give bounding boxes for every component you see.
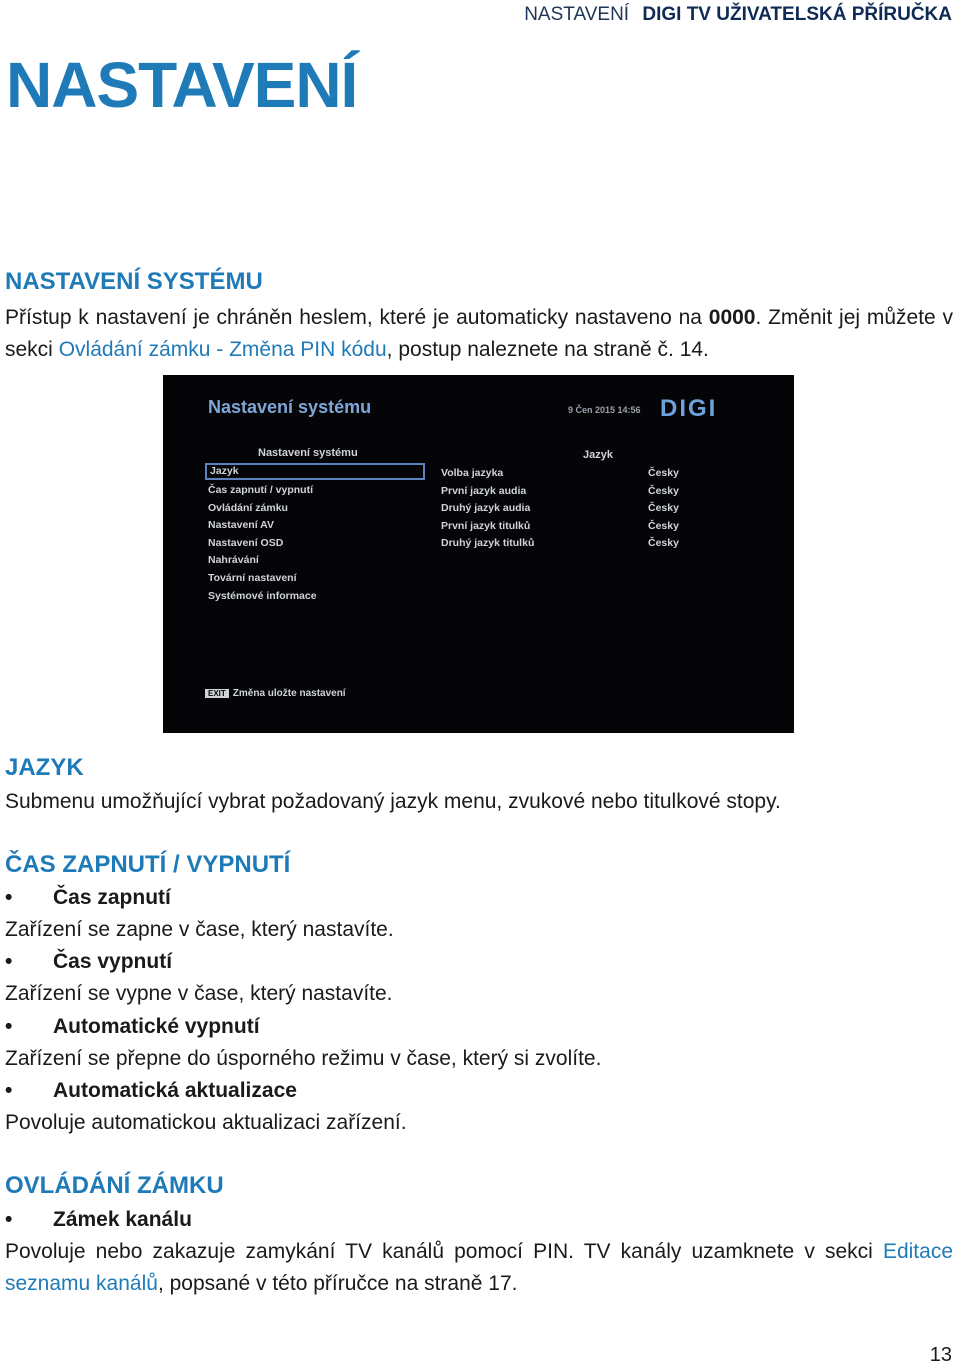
tv-footer [205, 688, 346, 699]
tv-menu-item: Jazyk [205, 463, 425, 480]
tv-value-item: Česky [648, 537, 679, 550]
tv-option-item: Volba jazyka [441, 467, 504, 479]
zamek-paragraph [5, 1236, 953, 1300]
system-intro-paragraph [5, 302, 953, 366]
section-heading-cas: ČAS ZAPNUTÍ / VYPNUTÍ [5, 851, 291, 878]
section-heading-jazyk: JAZYK [5, 754, 84, 781]
bullet-description: Zařízení se vypne v čase, který nastavíte. [5, 982, 393, 1005]
bullet-icon: • [5, 886, 13, 909]
tv-value-item: Česky [648, 519, 679, 532]
tv-values-list [648, 465, 679, 553]
channel-list-edit-link[interactable]: Editace seznamu kanálů [5, 1240, 953, 1295]
bullet-icon: • [5, 950, 13, 973]
jazyk-paragraph: Submenu umožňující vybrat požadovaný jazyk menu, zvukové nebo titulkové stopy. [5, 790, 781, 813]
tv-menu-item: Systémové informace [208, 589, 317, 602]
intro-text: Přístup k nastavení je chráněn heslem, které je automaticky nastaveno na [5, 306, 709, 329]
page-title: NASTAVENÍ [6, 49, 358, 121]
tv-screenshot [163, 375, 794, 733]
tv-options-list [441, 465, 534, 553]
tv-footer-text: Změna uložte nastavení [232, 688, 346, 699]
zamek-text: Povoluje nebo zakazuje zamykání TV kanálů pomocí PIN. TV kanály uzamknete v sekci [5, 1240, 883, 1263]
digi-logo: DIGI [660, 395, 718, 422]
bullet-icon: • [5, 1208, 13, 1231]
bullet-description: Zařízení se přepne do úsporného režimu v čase, který si zvolíte. [5, 1047, 602, 1070]
tv-option-item: První jazyk titulků [441, 519, 531, 532]
bullet-description: Zařízení se zapne v čase, který nastavíte. [5, 918, 394, 941]
default-pin-code: 0000 [708, 306, 756, 329]
tv-option-item: První jazyk audia [441, 484, 527, 497]
section-heading-zamek: OVLÁDÁNÍ ZÁMKU [5, 1172, 224, 1199]
tv-value-item: Česky [648, 484, 679, 497]
tv-menu-item: Nastavení AV [208, 519, 274, 532]
zamek-text: , popsané v této příručce na straně 17. [157, 1272, 518, 1295]
pin-change-link[interactable]: Ovládání zámku - Změna PIN kódu [58, 338, 387, 361]
tv-menu-item: Ovládání zámku [208, 501, 288, 514]
bullet-item-auto-aktualizace [5, 1075, 297, 1107]
bullet-item-zamek-kanalu [5, 1204, 192, 1236]
tv-value-item: Česky [648, 467, 679, 479]
bullet-title: Čas zapnutí [53, 886, 171, 909]
running-header [524, 4, 952, 26]
tv-menu-heading: Nastavení systému [258, 447, 358, 459]
tv-datetime: 9 Čen 2015 14:56 [568, 405, 641, 415]
tv-language-heading: Jazyk [583, 449, 613, 461]
bullet-title: Zámek kanálu [53, 1208, 192, 1231]
tv-menu-item: Nastavení OSD [208, 536, 284, 549]
bullet-title: Automatická aktualizace [53, 1079, 297, 1102]
tv-title: Nastavení systému [208, 397, 372, 417]
bullet-icon: • [5, 1079, 13, 1102]
header-document-title: DIGI TV UŽIVATELSKÁ PŘÍRUČKA [642, 4, 952, 25]
tv-menu-item: Čas zapnutí / vypnutí [208, 484, 314, 496]
bullet-item-cas-vypnuti [5, 946, 172, 978]
section-heading-system: NASTAVENÍ SYSTÉMU [5, 268, 263, 295]
bullet-item-cas-zapnuti [5, 882, 171, 914]
tv-menu-item: Tovární nastavení [208, 571, 297, 584]
bullet-title: Automatické vypnutí [53, 1015, 260, 1038]
bullet-item-auto-vypnuti [5, 1011, 260, 1043]
tv-option-item: Druhý jazyk audia [441, 502, 531, 515]
bullet-title: Čas vypnutí [53, 950, 173, 973]
tv-menu-item: Nahrávání [208, 554, 259, 567]
bullet-description: Povoluje automatickou aktualizaci zařízení. [5, 1111, 407, 1134]
tv-menu-list [205, 463, 425, 605]
page-number: 13 [929, 1344, 952, 1366]
intro-text: , postup naleznete na straně č. 14. [386, 338, 709, 361]
tv-value-item: Česky [648, 502, 679, 515]
bullet-icon: • [5, 1015, 13, 1038]
exit-key-icon: EXIT [205, 689, 229, 698]
intro-text: . Změnit jej můžete v sekci [5, 306, 953, 361]
header-section-name: NASTAVENÍ [524, 4, 630, 25]
tv-option-item: Druhý jazyk titulků [441, 537, 535, 550]
